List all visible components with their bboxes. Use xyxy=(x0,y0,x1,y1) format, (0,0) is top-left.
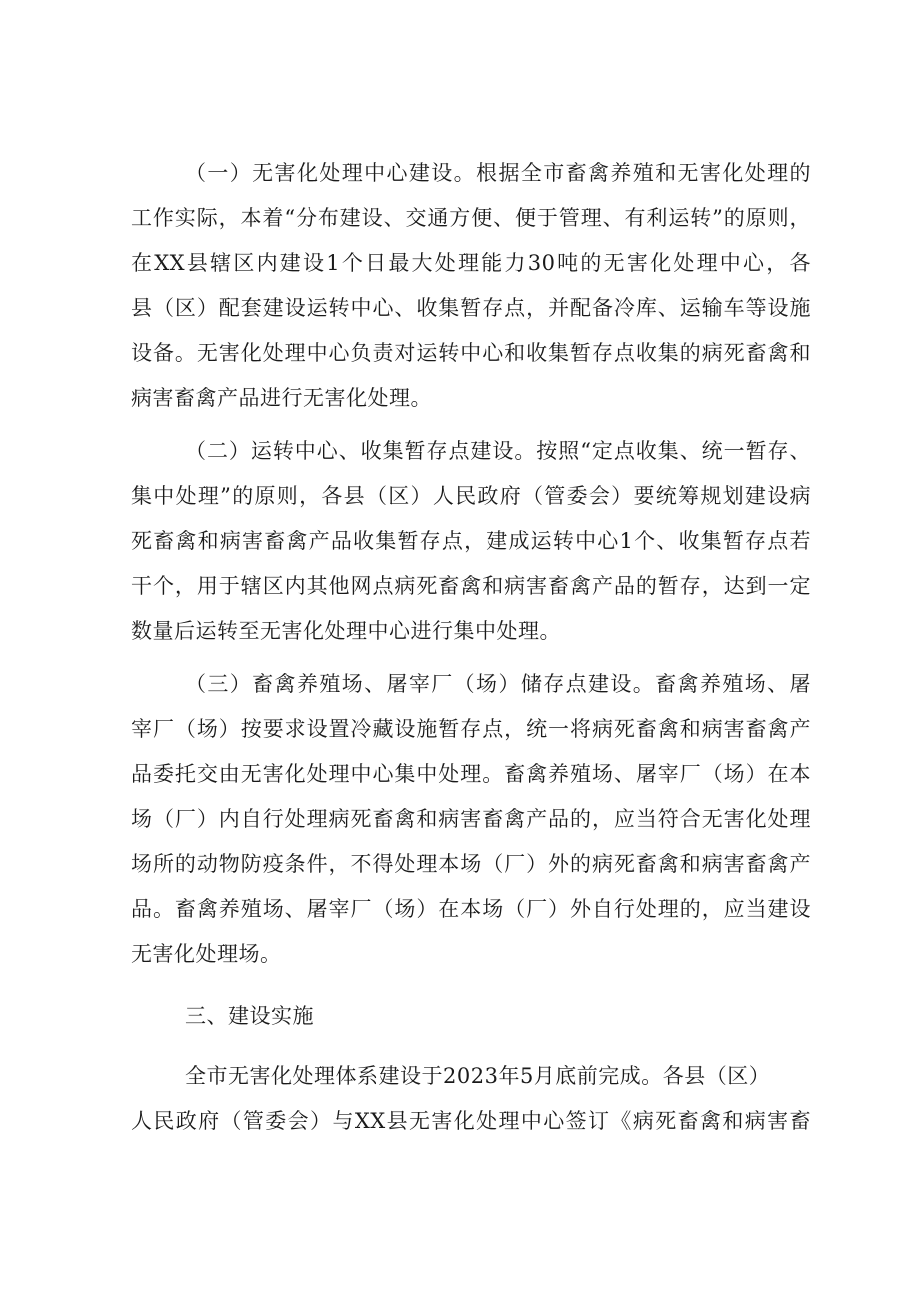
text-line: 集中处理”的原则，各县（区）人民政府（管委会）要统筹规划建设病 xyxy=(131,484,811,508)
text-line: （三）畜禽养殖场、屠宰厂（场）储存点建设。畜禽养殖场、屠 xyxy=(185,672,811,696)
text-line: 病害畜禽产品进行无害化处理。 xyxy=(131,386,432,410)
text-line: 全市无害化处理体系建设于2023年5月底前完成。各县（区） xyxy=(185,1064,771,1088)
text-line: 无害化处理场。 xyxy=(131,942,282,966)
text-line: 干个，用于辖区内其他网点病死畜禽和病害畜禽产品的暂存，达到一定 xyxy=(131,574,811,598)
text-line: 工作实际，本着“分布建设、交通方便、便于管理、有利运转”的原则， xyxy=(131,206,811,230)
text-line: 人民政府（管委会）与XX县无害化处理中心签订《病死畜禽和病害畜 xyxy=(131,1109,811,1133)
text-line: （二）运转中心、收集暂存点建设。按照“定点收集、统一暂存、 xyxy=(185,439,811,463)
text-line: 场（厂）内自行处理病死畜禽和病害畜禽产品的，应当符合无害化处理 xyxy=(131,807,811,831)
section-heading: 三、建设实施 xyxy=(185,1004,314,1028)
text-line: 宰厂（场）按要求设置冷藏设施暂存点，统一将病死畜禽和病害畜禽产 xyxy=(131,717,811,741)
text-line: 县（区）配套建设运转中心、收集暂存点，并配备冷库、运输车等设施 xyxy=(131,296,811,320)
text-line: 品委托交由无害化处理中心集中处理。畜禽养殖场、屠宰厂（场）在本 xyxy=(131,762,811,786)
text-line: 数量后运转至无害化处理中心进行集中处理。 xyxy=(131,619,561,643)
text-line: 死畜禽和病害畜禽产品收集暂存点，建成运转中心1个、收集暂存点若 xyxy=(131,529,811,553)
text-line: 品。畜禽养殖场、屠宰厂（场）在本场（厂）外自行处理的，应当建设 xyxy=(131,897,811,921)
text-line: （一）无害化处理中心建设。根据全市畜禽养殖和无害化处理的 xyxy=(185,161,811,185)
text-line: 在XX县辖区内建设1个日最大处理能力30吨的无害化处理中心，各 xyxy=(131,251,811,275)
text-line: 设备。无害化处理中心负责对运转中心和收集暂存点收集的病死畜禽和 xyxy=(131,341,811,365)
text-line: 场所的动物防疫条件，不得处理本场（厂）外的病死畜禽和病害畜禽产 xyxy=(131,852,811,876)
